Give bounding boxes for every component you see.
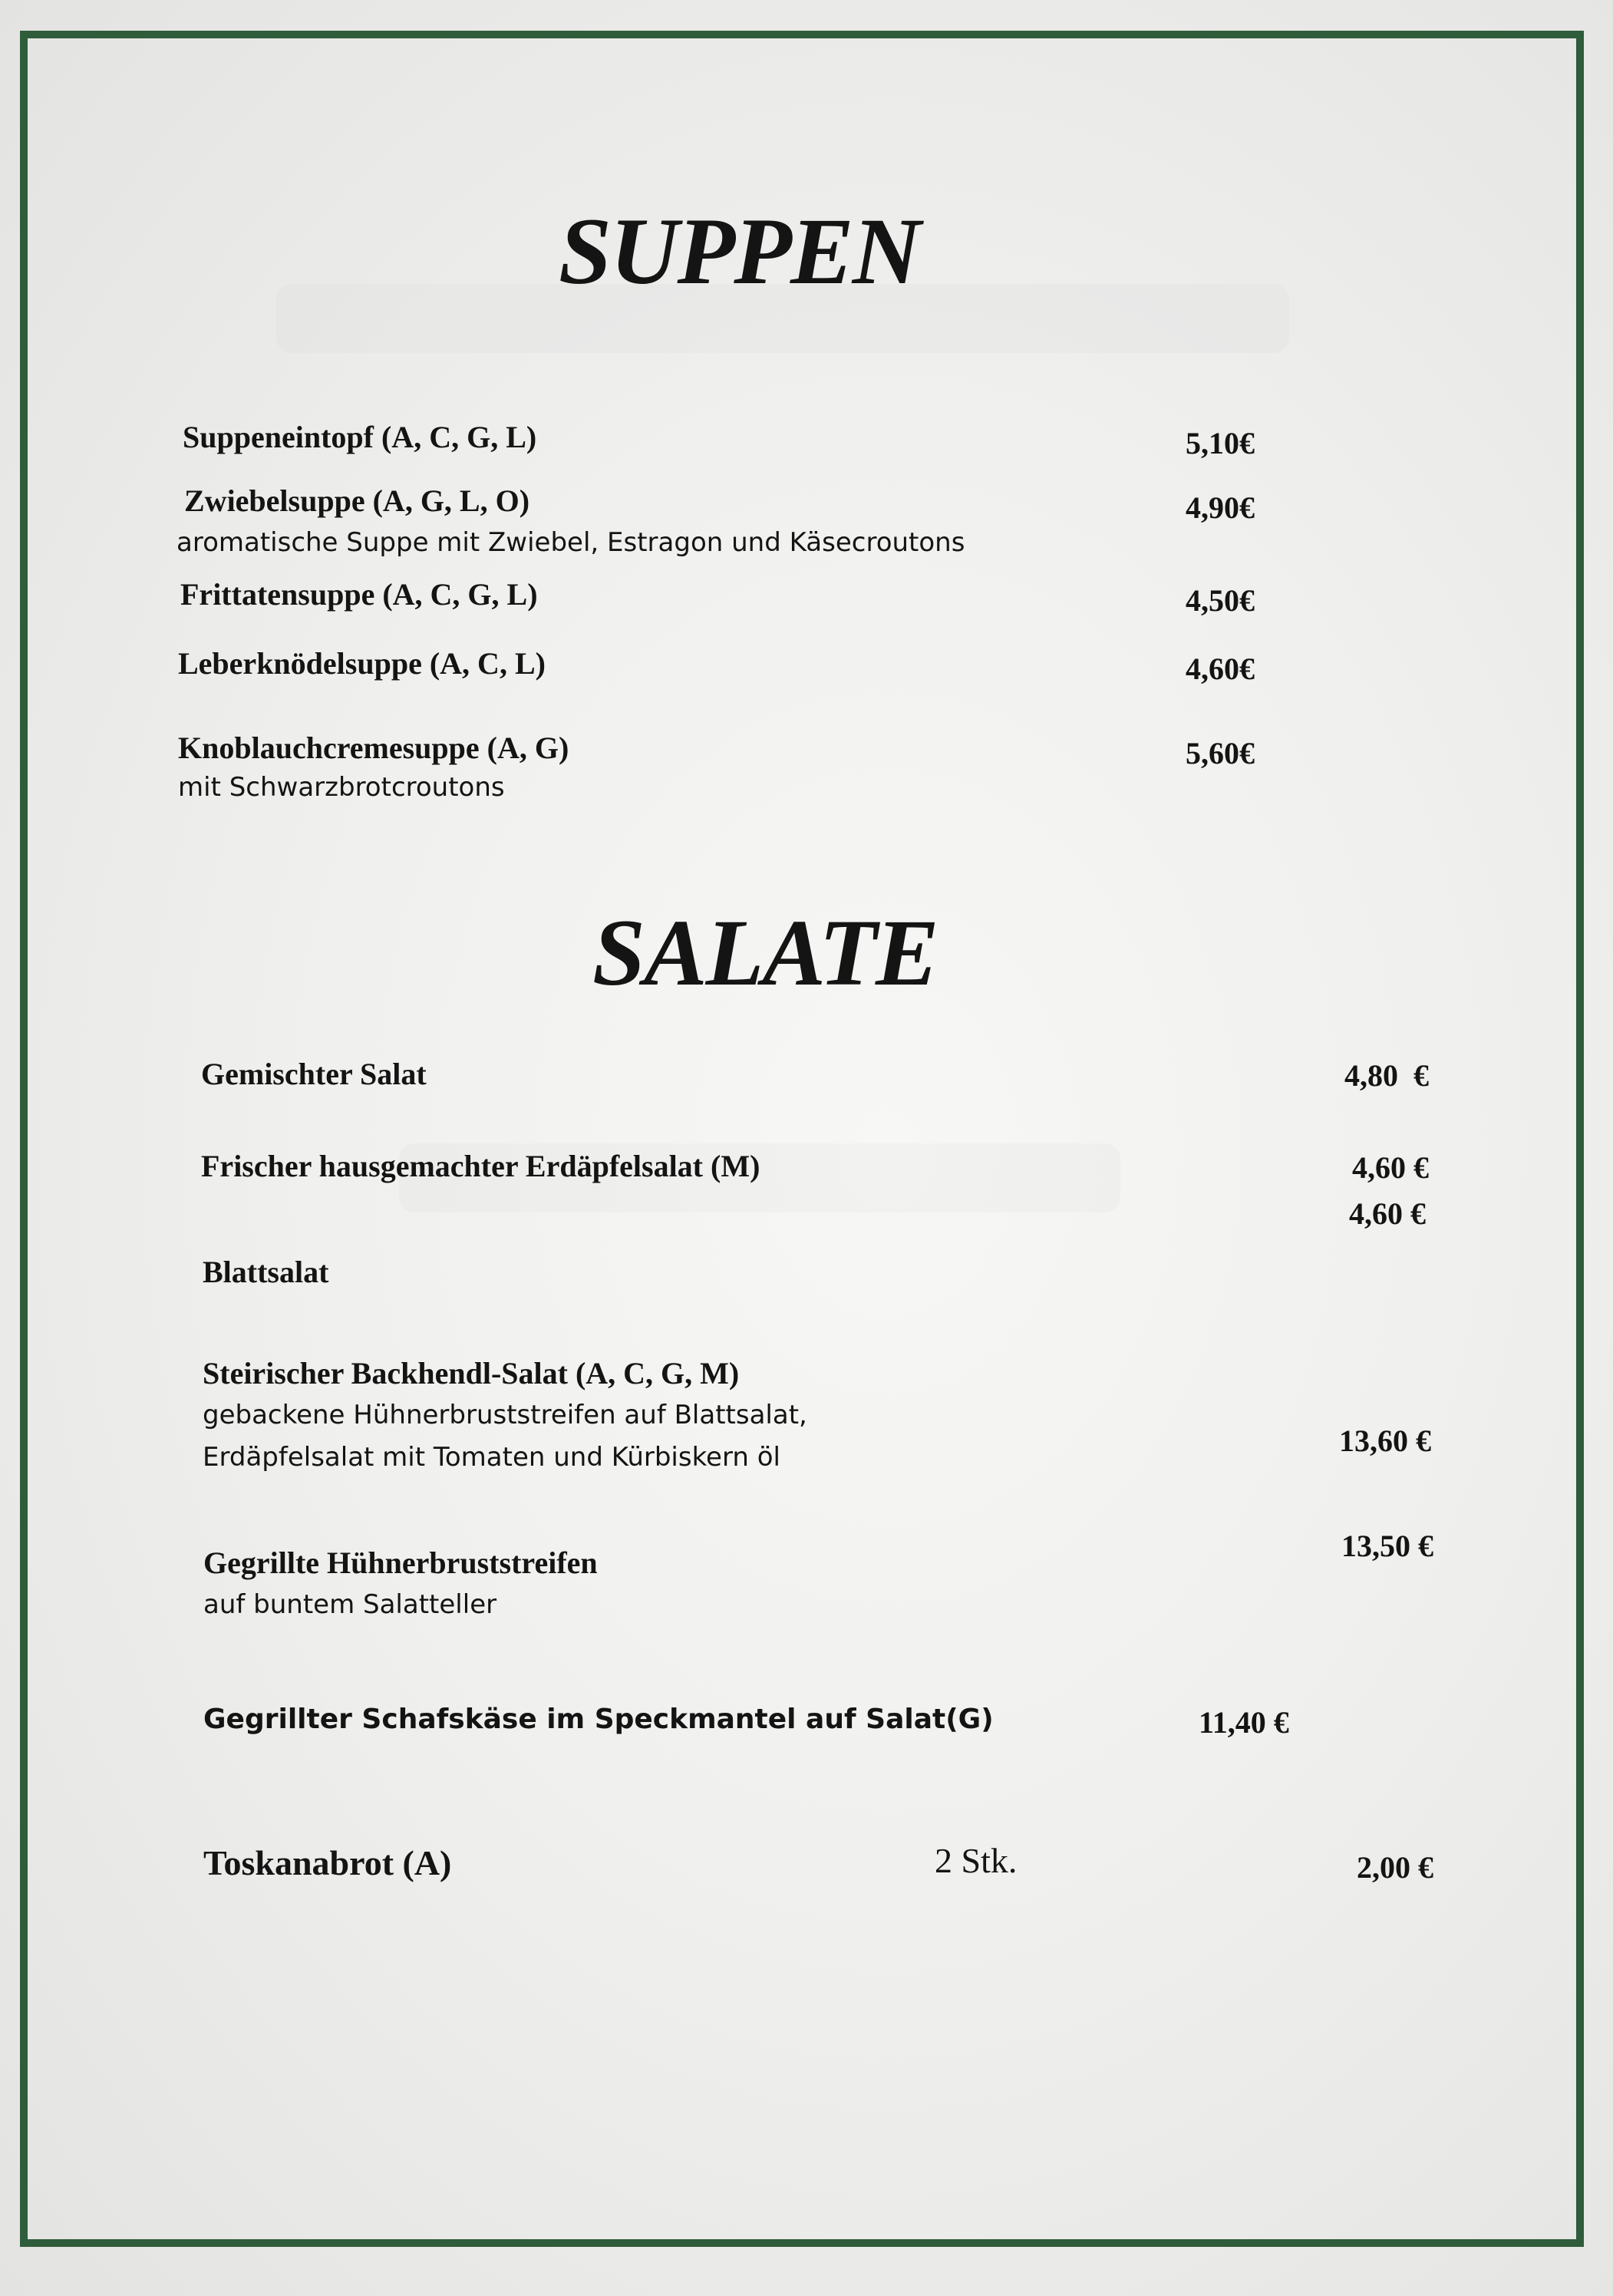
salate-item-name-erdaepfelsalat: Frischer hausgemachter Erdäpfelsalat (M) [201,1149,760,1183]
salate-item-price-backhendl-salat: 13,60 € [1339,1423,1431,1458]
suppen-item-name-leberknoedelsuppe: Leberknödelsuppe (A, C, L) [178,646,546,681]
suppen-item-name-frittatensuppe: Frittatensuppe (A, C, G, L) [180,577,538,612]
salate-item-name-toskanabrot: Toskanabrot (A) [203,1843,452,1882]
suppen-item-name-suppeneintopf: Suppeneintopf (A, C, G, L) [183,420,537,454]
salate-item-desc-backhendl-line1: gebackene Hühnerbruststreifen auf Blattsalat, [203,1400,807,1430]
salate-item-price-blattsalat: 4,60 € [1349,1196,1426,1231]
suppen-item-name-knoblauchcremesuppe: Knoblauchcremesuppe (A, G) [178,731,569,765]
suppen-item-desc-zwiebelsuppe: aromatische Suppe mit Zwiebel, Estragon und Käsecroutons [176,527,965,558]
salate-item-name-schafskaese: Gegrillter Schafskäse im Speckmantel auf Salat(G) [203,1704,994,1735]
salate-item-desc-backhendl-line2: Erdäpfelsalat mit Tomaten und Kürbiskern öl [203,1442,780,1473]
suppen-item-price-suppeneintopf: 5,10€ [1186,426,1255,460]
salate-item-name-huehnerbruststreifen: Gegrillte Hühnerbruststreifen [203,1546,598,1580]
suppen-heading: SUPPEN [559,199,920,304]
salate-item-name-backhendl-salat: Steirischer Backhendl-Salat (A, C, G, M) [203,1356,740,1390]
suppen-item-desc-knoblauchcremesuppe: mit Schwarzbrotcroutons [178,772,505,803]
salate-heading: SALATE [592,900,938,1005]
salate-item-price-toskanabrot: 2,00 € [1357,1850,1433,1885]
suppen-item-price-frittatensuppe: 4,50€ [1186,583,1255,618]
suppen-item-price-zwiebelsuppe: 4,90€ [1186,490,1255,525]
green-frame-border [20,31,1584,2247]
salate-item-price-huehnerbruststreifen: 13,50 € [1341,1529,1433,1563]
salate-item-name-blattsalat: Blattsalat [203,1255,329,1289]
suppen-item-name-zwiebelsuppe: Zwiebelsuppe (A, G, L, O) [184,483,530,518]
salate-item-quantity-toskanabrot: 2 Stk. [935,1841,1018,1880]
suppen-item-price-leberknoedelsuppe: 4,60€ [1186,652,1255,686]
salate-item-desc-huehnerbruststreifen: auf buntem Salatteller [203,1589,497,1620]
suppen-item-price-knoblauchcremesuppe: 5,60€ [1186,736,1255,770]
salate-item-name-gemischter-salat: Gemischter Salat [201,1057,427,1091]
salate-item-price-schafskaese: 11,40 € [1199,1705,1289,1740]
salate-item-price-erdaepfelsalat: 4,60 € [1352,1150,1429,1185]
salate-item-price-gemischter-salat: 4,80 € [1344,1058,1429,1093]
